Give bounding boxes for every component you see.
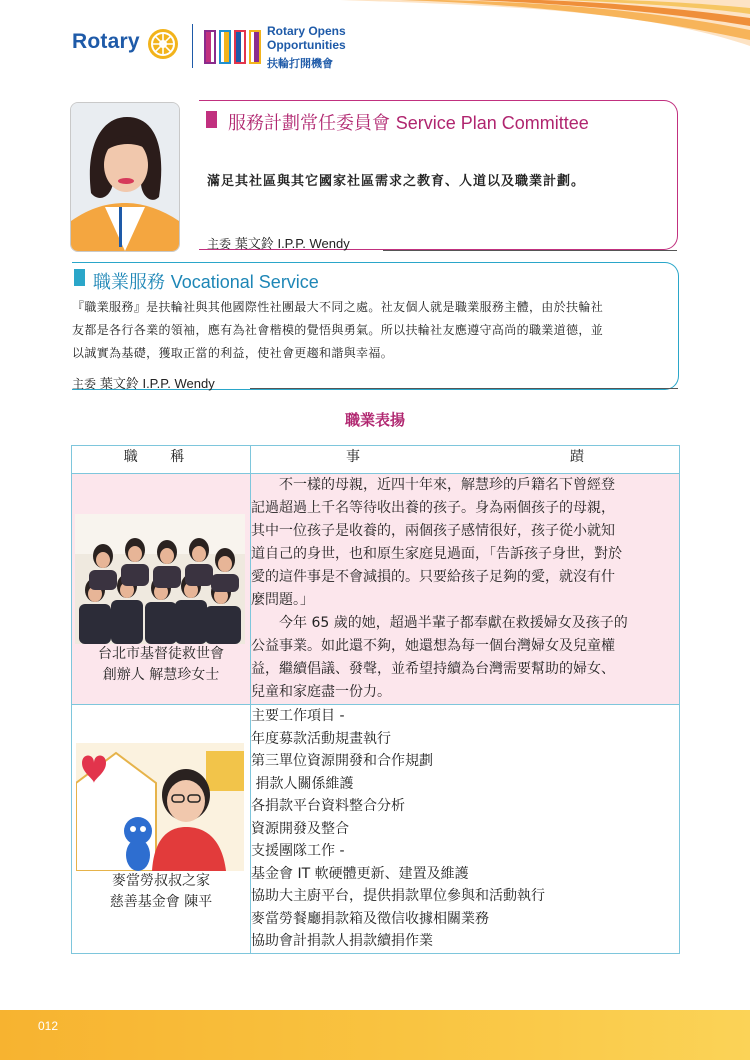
committee-chair: [207, 233, 350, 252]
deeds-line: 兒童和家庭盡一份力。: [251, 684, 391, 700]
col-header-deeds-a: 事: [346, 449, 360, 465]
footer-band: [0, 1010, 750, 1060]
deeds-line: 公益事業。如此還不夠，她還想為每一個台灣婦女及兒童權: [251, 638, 615, 654]
committee-chair-underline: [383, 250, 677, 251]
col-header-deeds: [251, 446, 680, 474]
slogan-english: [267, 24, 346, 52]
paragraph-line: 友都是各行各業的領袖，應有為社會楷模的覺悟與勇氣。所以扶輪社友應遵守高尚的職業道德，並: [72, 323, 604, 337]
deeds-line: 不一樣的母親，近四十年來，解慧珍的戶籍名下曾經登: [251, 477, 615, 493]
deeds-line: 第三單位資源開發和合作規劃: [251, 753, 433, 769]
deeds-line: 益，繼續倡議、發聲，並希望持續為台灣需要幫助的婦女、: [251, 661, 615, 677]
deeds-line: 今年 65 歲的她，超過半輩子都奉獻在救援婦女及孩子的: [251, 615, 628, 631]
honoree-photo: [76, 743, 244, 871]
vocational-chair-name: 葉文鈴 I.P.P. Wendy: [99, 376, 215, 391]
deeds-line: 協助大主廚平台，提供捐款單位參與和活動執行: [251, 888, 545, 904]
vocational-heading: [93, 268, 319, 294]
deeds-line: 基金會 IT 軟硬體更新、建置及維護: [251, 865, 469, 882]
paragraph-line: 以誠實為基礎，獲取正當的利益，使社會更趨和諧與幸福。: [72, 346, 394, 360]
vocational-chair: [72, 373, 215, 392]
committee-chair-name: 葉文鈴 I.P.P. Wendy: [234, 236, 350, 251]
slogan-line-2: Opportunities: [267, 38, 346, 52]
col-header-deeds-b: 蹟: [570, 449, 584, 465]
deeds-line: 支援團隊工作 -: [251, 843, 345, 859]
table-row: [72, 474, 680, 705]
committee-heading-en: Service Plan Committee: [395, 113, 589, 133]
group-photo: [75, 514, 245, 644]
vocational-paragraph: [72, 296, 678, 365]
page-number: 012: [38, 1019, 59, 1033]
deeds-line: 道自己的身世，也和原生家庭見過面，「告訴孩子身世，對於: [251, 546, 622, 562]
deeds-line: 其中一位孩子是收養的，兩個孩子感情很好，孩子從小就知: [251, 523, 615, 539]
table-header-row: [72, 446, 680, 474]
deeds-line: 各捐款平台資料整合分析: [251, 798, 405, 814]
deeds-line: 捐款人關係維護: [251, 775, 354, 792]
committee-description: 滿足其社區與其它國家社區需求之教育、人道以及職業計劃。: [207, 174, 586, 189]
honoree-org: 麥當勞叔叔之家: [112, 873, 210, 889]
committee-heading-marker: [206, 111, 217, 128]
committee-chair-label: 主委: [207, 237, 232, 251]
honors-table: [71, 445, 680, 954]
col-header-title: [72, 446, 251, 474]
rotary-wheel-icon: [146, 27, 180, 61]
deeds-line: 記過超過上千名等待收出養的孩子。身為兩個孩子的母親，: [251, 500, 615, 516]
vocational-heading-zh: 職業服務: [93, 272, 165, 293]
honoree-name: 慈善基金會 陳平: [109, 894, 213, 910]
doors-logo-icon: [204, 26, 262, 66]
honoree-org: 台北市基督徒救世會: [98, 646, 224, 662]
vocational-heading-marker: [74, 269, 85, 286]
table-row: [72, 705, 680, 954]
honoree-cell: [72, 474, 251, 705]
deeds-line: 麥當勞餐廳捐款箱及徵信收據相關業務: [251, 910, 489, 927]
col-header-title-text: 職 稱: [123, 449, 199, 465]
slogan-line-1: Rotary Opens: [267, 24, 346, 38]
deeds-line: 資源開發及整合: [251, 820, 349, 837]
deeds-line: 麼問題。」: [251, 592, 314, 608]
honoree-name: 創辦人 解慧珍女士: [102, 667, 220, 683]
committee-heading-zh: 服務計劃常任委員會: [228, 113, 390, 134]
honoree-caption: [72, 871, 250, 913]
vocational-chair-underline: [250, 388, 678, 389]
rotary-logo-text: Rotary: [72, 30, 140, 53]
honoree-cell: [72, 705, 251, 954]
chair-portrait-photo: [70, 102, 180, 252]
deeds-line: 年度募款活動規畫執行: [251, 730, 391, 747]
deeds-cell: [251, 474, 680, 705]
honors-section-title: 職業表揚: [344, 411, 405, 429]
deeds-line: 協助會計捐款人捐款續捐作業: [251, 933, 433, 949]
header-divider: [192, 24, 193, 68]
paragraph-line: 『職業服務』是扶輪社與其他國際性社團最大不同之處。社友個人就是職業服務主體，由於扶輪社: [72, 300, 604, 314]
vocational-chair-label: 主委: [72, 377, 97, 391]
honoree-caption: [72, 644, 250, 686]
deeds-line: 主要工作項目 -: [251, 708, 345, 724]
deeds-line: 愛的這件事是不會減損的。只要給孩子足夠的愛，就沒有什: [251, 569, 615, 585]
committee-heading: [228, 109, 589, 135]
deeds-cell: [251, 705, 680, 954]
slogan-chinese: 扶輪打開機會: [267, 57, 333, 70]
vocational-heading-en: Vocational Service: [170, 272, 319, 292]
